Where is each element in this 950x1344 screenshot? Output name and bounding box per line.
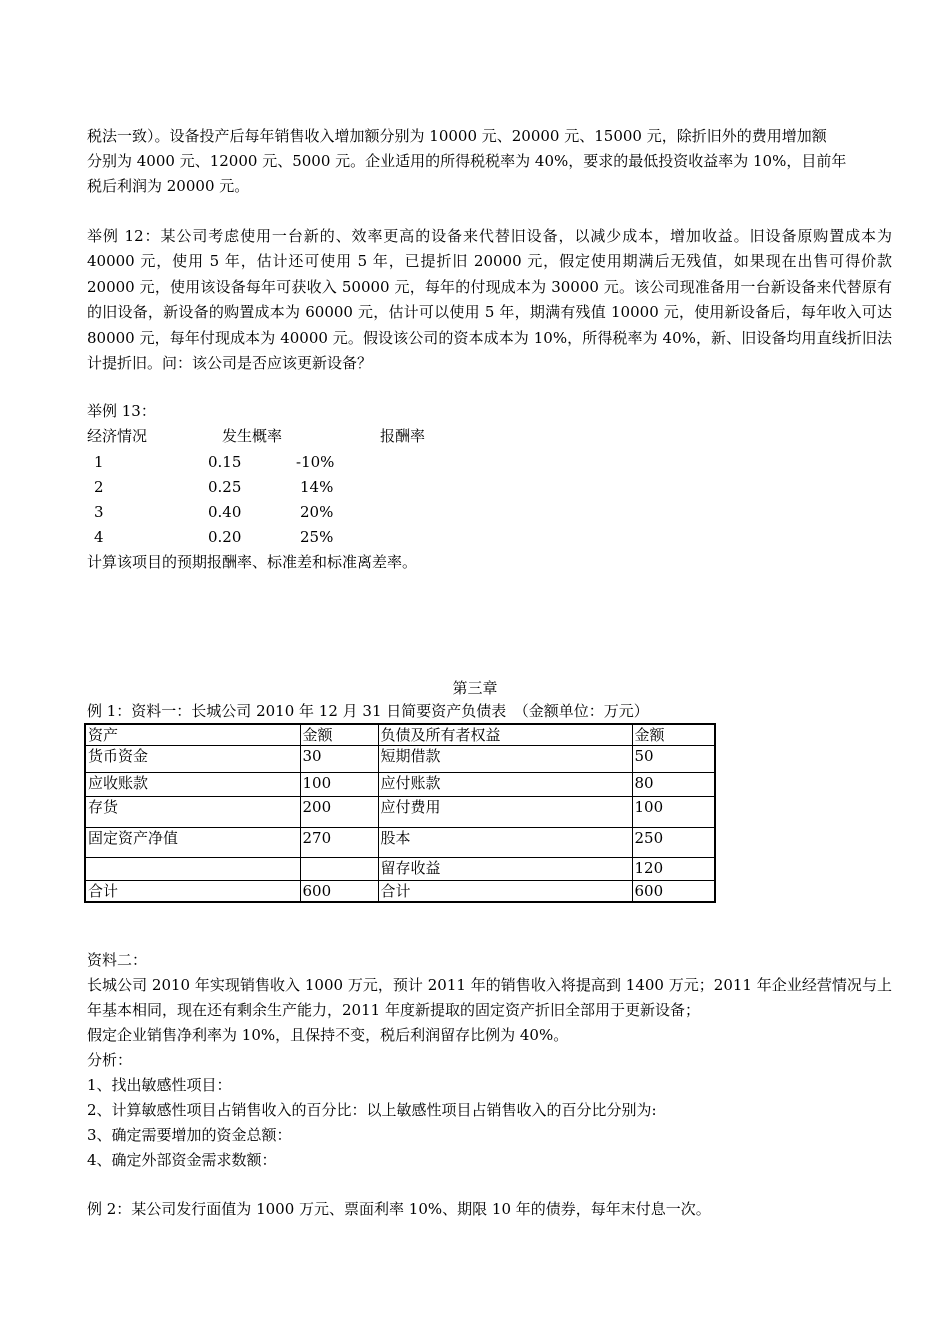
table-header-row [85, 724, 715, 746]
analysis-title: 分析： [87, 1051, 133, 1069]
table-cell: 120 [632, 858, 715, 881]
analysis-item-3: 3、确定需要增加的资金总额： [87, 1126, 292, 1144]
table-cell [300, 858, 378, 881]
table-row [85, 797, 715, 828]
example-13-row-2-probability: 0.25 [208, 478, 242, 496]
table-row [85, 773, 715, 797]
table-header-cell: 金额 [632, 724, 715, 746]
example-13-row-4-return: 25% [300, 528, 334, 546]
table-cell: 200 [300, 797, 378, 828]
table-row [85, 828, 715, 858]
chapter-title: 第三章 [452, 679, 498, 697]
example-13-row-1-return: -10% [296, 453, 335, 471]
intro-line-3: 税后利润为 20000 元。 [87, 177, 250, 195]
table-total-row [85, 881, 715, 903]
example-13-header-return: 报酬率 [380, 427, 426, 445]
example-13-row-2-return: 14% [300, 478, 334, 496]
example-12-paragraph: 举例 12：某公司考虑使用一台新的、效率更高的设备来代替旧设备，以减少成本，增加收益。旧设备原购置成本为 40000 元，使用 5 年，估计还可使用 5 年，已提折旧 20000 元，假定使用期满后无残值，如果现在出售可得价款 20000 元，使用该设备每年可获收入 50000 元，每年的付现成本为 30000 元。该公司现准备用一台新设备来代替原有的旧设备，新设备的购置成本为 60000 元，估计可以使用 5 年，期满有残值 10000 元，使用新设备后，每年收入可达 80000 元，每年付现成本为 40000 元。假设该公司的资本成本为 10%，所得税率为 40%，新、旧设备均用直线折旧法计提折旧。问：该公司是否应该更新设备？ [87, 227, 892, 373]
example-13-title: 举例 13： [87, 402, 156, 420]
table-cell: 600 [632, 881, 715, 903]
material-2-paragraph: 长城公司 2010 年实现销售收入 1000 万元，预计 2011 年的销售收入将提高到 1400 万元；2011 年企业经营情况与上年基本相同，现在还有剩余生产能力，2011 年度新提取的固定资产折旧全部用于更新设备； [87, 976, 892, 1020]
table-cell [85, 858, 300, 881]
table-cell: 应收账款 [85, 773, 300, 797]
example-13-row-3-situation: 3 [94, 503, 104, 521]
example-1-caption: 例 1：资料一：长城公司 2010 年 12 月 31 日简要资产负债表 （金额单位：万元） [87, 702, 649, 720]
table-cell: 合计 [85, 881, 300, 903]
table-cell: 250 [632, 828, 715, 858]
table-cell: 合计 [378, 881, 632, 903]
table-cell: 80 [632, 773, 715, 797]
table-cell: 100 [300, 773, 378, 797]
table-row [85, 858, 715, 881]
example-13-row-3-return: 20% [300, 503, 334, 521]
table-header-cell: 资产 [85, 724, 300, 746]
table-cell: 货币资金 [85, 746, 300, 773]
table-cell: 留存收益 [378, 858, 632, 881]
example-13-row-1-probability: 0.15 [208, 453, 242, 471]
table-cell: 30 [300, 746, 378, 773]
table-cell: 存货 [85, 797, 300, 828]
material-2-title: 资料二： [87, 951, 148, 969]
table-cell: 100 [632, 797, 715, 828]
table-header-cell: 负债及所有者权益 [378, 724, 632, 746]
example-13-header-situation: 经济情况 [87, 427, 148, 445]
intro-line-1: 税法一致）。设备投产后每年销售收入增加额分别为 10000 元、20000 元、15000 元，除折旧外的费用增加额 [87, 127, 827, 145]
table-cell: 短期借款 [378, 746, 632, 773]
table-cell: 应付费用 [378, 797, 632, 828]
example-13-row-1-situation: 1 [94, 453, 104, 471]
table-cell: 270 [300, 828, 378, 858]
analysis-item-2: 2、计算敏感性项目占销售收入的百分比：以上敏感性项目占销售收入的百分比分别为: [87, 1101, 657, 1119]
assumption-line: 假定企业销售净利率为 10%，且保持不变，税后利润留存比例为 40%。 [87, 1026, 569, 1044]
example-13-header-probability: 发生概率 [222, 427, 283, 445]
table-cell: 600 [300, 881, 378, 903]
table-cell: 股本 [378, 828, 632, 858]
example-13-row-4-situation: 4 [94, 528, 104, 546]
table-cell: 50 [632, 746, 715, 773]
table-cell: 应付账款 [378, 773, 632, 797]
table-header-cell: 金额 [300, 724, 378, 746]
example-2-line: 例 2：某公司发行面值为 1000 万元、票面利率 10%、期限 10 年的债券，每年末付息一次。 [87, 1200, 711, 1218]
table-row [85, 746, 715, 773]
example-13-row-4-probability: 0.20 [208, 528, 242, 546]
analysis-item-1: 1、找出敏感性项目： [87, 1076, 232, 1094]
table-cell: 固定资产净值 [85, 828, 300, 858]
analysis-item-4: 4、确定外部资金需求数额： [87, 1151, 277, 1169]
example-13-row-3-probability: 0.40 [208, 503, 242, 521]
intro-line-2: 分别为 4000 元、12000 元、5000 元。企业适用的所得税税率为 40%，要求的最低投资收益率为 10%，目前年 [87, 152, 847, 170]
example-13-row-2-situation: 2 [94, 478, 104, 496]
balance-sheet-table [84, 723, 716, 903]
example-13-question: 计算该项目的预期报酬率、标准差和标准离差率。 [87, 553, 418, 571]
